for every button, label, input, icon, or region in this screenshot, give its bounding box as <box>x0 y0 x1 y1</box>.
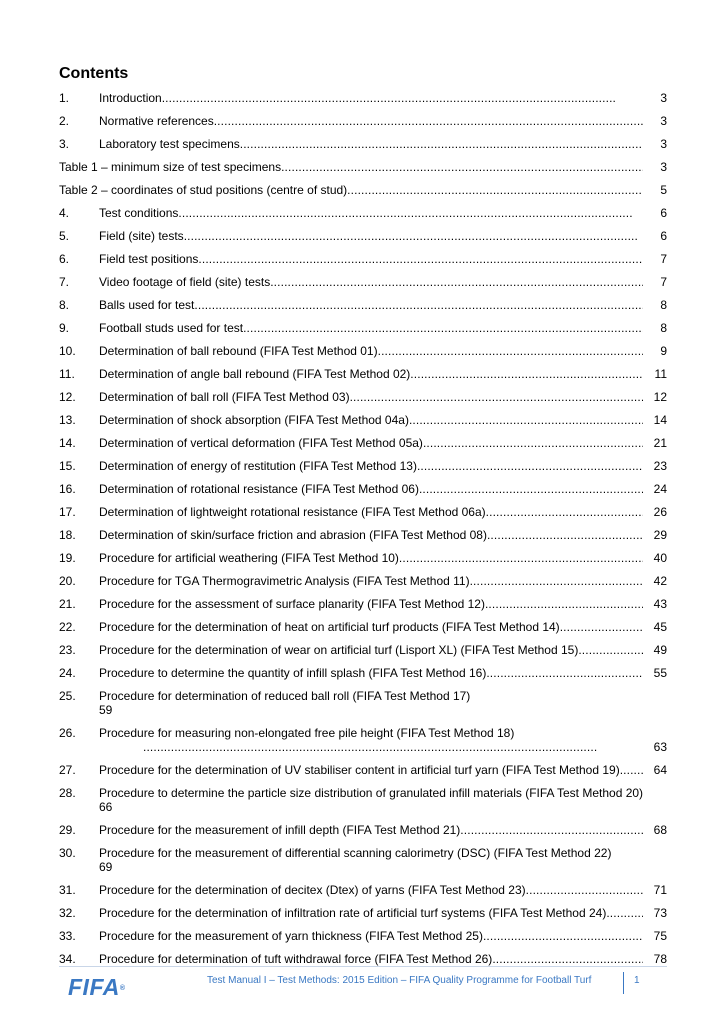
toc-entry-number: 8. <box>59 298 70 312</box>
toc-entry-number: 12. <box>59 390 76 404</box>
toc-entry[interactable] <box>59 111 667 134</box>
toc-entry-page: 40 <box>653 551 667 565</box>
toc-entry[interactable] <box>59 318 667 341</box>
toc-entry-title: Determination of shock absorption (FIFA Test Method 04a) <box>99 413 409 427</box>
toc-entry-title: Table 2 – coordinates of stud positions (centre of stud) <box>59 183 348 197</box>
toc-entry-page: 64 <box>653 763 667 777</box>
toc-entry-number: 34. <box>59 952 76 966</box>
toc-entry-page: 12 <box>653 390 667 404</box>
toc-entry-title: Procedure to determine the quantity of infill splash (FIFA Test Method 16) <box>99 666 487 680</box>
toc-entry-title: Football studs used for test <box>99 321 244 335</box>
toc-entry-number: 30. <box>59 846 76 860</box>
toc-leader-dots <box>492 952 643 966</box>
toc-entry[interactable] <box>59 341 667 364</box>
toc-leader-dots <box>606 906 643 920</box>
toc-leader-dots <box>409 413 643 427</box>
toc-entry-number: 18. <box>59 528 76 542</box>
toc-leader-dots <box>470 574 643 588</box>
toc-entry-number: 17. <box>59 505 76 519</box>
toc-entry-title: Determination of angle ball rebound (FIFA Test Method 02) <box>99 367 411 381</box>
toc-entry-title: Procedure for the determination of decitex (Dtex) of yarns (FIFA Test Method 23) <box>99 883 526 897</box>
toc-leader-dots <box>194 298 643 312</box>
toc-leader-dots <box>347 183 643 197</box>
toc-entry-number: 31. <box>59 883 76 897</box>
toc-entry-page: 26 <box>653 505 667 519</box>
toc-entry-number: 27. <box>59 763 76 777</box>
toc-entry[interactable] <box>59 760 667 783</box>
toc-entry[interactable] <box>59 903 667 926</box>
toc-entry-number: 20. <box>59 574 76 588</box>
toc-entry-title: Balls used for test <box>99 298 195 312</box>
toc-entry-title: Procedure for determination of reduced ball roll (FIFA Test Method 17) <box>99 689 471 703</box>
toc-entry-page: 69 <box>99 860 113 874</box>
toc-entry-number: 19. <box>59 551 76 565</box>
toc-entry[interactable] <box>59 226 667 249</box>
toc-entry-title: Procedure for determination of tuft withdrawal force (FIFA Test Method 26) <box>99 952 493 966</box>
toc-entry-page: 3 <box>660 91 667 105</box>
toc-leader-dots <box>143 740 643 754</box>
toc-entry-title: Video footage of field (site) tests <box>99 275 271 289</box>
toc-entry-page: 71 <box>653 883 667 897</box>
toc-leader-dots <box>460 823 643 837</box>
toc-entry-title: Table 1 – minimum size of test specimens <box>59 160 282 174</box>
toc-entry-page: 45 <box>653 620 667 634</box>
toc-entry-title: Field test positions <box>99 252 199 266</box>
footer-separator <box>623 972 624 994</box>
toc-entry[interactable] <box>59 134 667 157</box>
toc-entry-number: 29. <box>59 823 76 837</box>
toc-entry-number: 9. <box>59 321 70 335</box>
toc-entry-page: 7 <box>660 275 667 289</box>
footer-divider <box>59 966 667 967</box>
toc-entry-page: 9 <box>660 344 667 358</box>
toc-entry-number: 14. <box>59 436 76 450</box>
toc-entry-number: 15. <box>59 459 76 473</box>
toc-entry-page: 8 <box>660 298 667 312</box>
toc-entry-title: Test conditions <box>99 206 179 220</box>
toc-leader-dots <box>423 436 643 450</box>
toc-entry-number: 28. <box>59 786 76 800</box>
toc-entry-page: 14 <box>653 413 667 427</box>
toc-leader-dots <box>487 528 643 542</box>
toc-entry-page: 21 <box>653 436 667 450</box>
toc-leader-dots <box>214 114 643 128</box>
toc-leader-dots <box>399 551 643 565</box>
toc-entry-title: Determination of lightweight rotational resistance (FIFA Test Method 06a) <box>99 505 486 519</box>
toc-entry-title: Procedure to determine the particle size distribution of granulated infill materials (FIFA Test Method 20) <box>99 786 644 800</box>
toc-entry[interactable] <box>59 203 667 226</box>
toc-entry-title: Determination of energy of restitution (FIFA Test Method 13) <box>99 459 417 473</box>
toc-entry-number: 4. <box>59 206 70 220</box>
toc-entry-title: Determination of vertical deformation (FIFA Test Method 05a) <box>99 436 423 450</box>
toc-leader-dots <box>240 137 643 151</box>
toc-entry-page: 8 <box>660 321 667 335</box>
footer-title: Test Manual I – Test Methods: 2015 Edition – FIFA Quality Programme for Football Turf <box>207 975 592 986</box>
toc-leader-dots <box>417 459 643 473</box>
toc-entry[interactable] <box>59 410 667 433</box>
toc-entry-page: 63 <box>653 740 667 754</box>
toc-leader-dots <box>486 505 643 519</box>
toc-entry[interactable] <box>59 640 667 663</box>
toc-leader-dots <box>526 883 643 897</box>
toc-entry-number: 33. <box>59 929 76 943</box>
toc-entry-number: 10. <box>59 344 76 358</box>
toc-entry-title: Determination of skin/surface friction and abrasion (FIFA Test Method 08) <box>99 528 487 542</box>
toc-entry-page: 68 <box>653 823 667 837</box>
toc-entry-title: Procedure for the assessment of surface planarity (FIFA Test Method 12) <box>99 597 485 611</box>
toc-entry-number: 22. <box>59 620 76 634</box>
toc-entry-page: 3 <box>660 137 667 151</box>
toc-entry-page: 6 <box>660 229 667 243</box>
toc-entry[interactable] <box>59 880 667 903</box>
toc-entry-title: Procedure for TGA Thermogravimetric Analysis (FIFA Test Method 11) <box>99 574 470 588</box>
toc-entry-title: Procedure for the measurement of infill depth (FIFA Test Method 21) <box>99 823 461 837</box>
toc-entry-number: 6. <box>59 252 70 266</box>
toc-entry-page: 3 <box>660 114 667 128</box>
toc-entry-title: Procedure for the determination of infiltration rate of artificial turf systems (FIFA Test Method 24) <box>99 906 607 920</box>
toc-leader-dots <box>419 482 643 496</box>
toc-entry-number: 21. <box>59 597 76 611</box>
toc-entry[interactable] <box>59 686 667 723</box>
toc-entry-title: Introduction <box>99 91 162 105</box>
toc-entry-page: 78 <box>653 952 667 966</box>
toc-entry-number: 32. <box>59 906 76 920</box>
toc-entry-number: 11. <box>59 367 75 381</box>
toc-entry[interactable] <box>59 433 667 456</box>
toc-entry-number: 16. <box>59 482 76 496</box>
toc-entry-page: 73 <box>653 906 667 920</box>
toc-entry-page: 43 <box>653 597 667 611</box>
toc-entry-title: Procedure for measuring non-elongated free pile height (FIFA Test Method 18) <box>99 726 515 740</box>
toc-entry[interactable] <box>59 663 667 686</box>
toc-entry-page: 66 <box>99 800 113 814</box>
fifa-logo: FIFA® <box>68 974 126 1000</box>
toc-entry-page: 75 <box>653 929 667 943</box>
toc-entry-page: 29 <box>653 528 667 542</box>
toc-leader-dots <box>378 344 643 358</box>
toc-entry[interactable] <box>59 949 667 972</box>
toc-entry-title: Procedure for artificial weathering (FIFA Test Method 10) <box>99 551 399 565</box>
toc-entry[interactable] <box>59 364 667 387</box>
toc-entry[interactable] <box>59 387 667 410</box>
toc-entry[interactable] <box>59 617 667 640</box>
toc-entry[interactable] <box>59 783 667 820</box>
toc-entry-number: 13. <box>59 413 76 427</box>
toc-entry[interactable] <box>59 926 667 949</box>
toc-entry-number: 7. <box>59 275 70 289</box>
toc-entry-title: Procedure for the determination of heat on artificial turf products (FIFA Test Method 14) <box>99 620 560 634</box>
toc-entry[interactable] <box>59 295 667 318</box>
toc-entry[interactable] <box>59 843 667 880</box>
toc-entry-page: 59 <box>99 703 113 717</box>
toc-entry-number: 3. <box>59 137 70 151</box>
toc-entry-page: 24 <box>653 482 667 496</box>
toc-entry-title: Field (site) tests <box>99 229 184 243</box>
toc-entry-title: Determination of ball rebound (FIFA Test Method 01) <box>99 344 378 358</box>
toc-leader-dots <box>410 367 643 381</box>
toc-leader-dots <box>350 390 643 404</box>
toc-entry-title: Procedure for the determination of wear on artificial turf (Lisport XL) (FIFA Test Method 15) <box>99 643 579 657</box>
toc-entry-title: Procedure for the measurement of yarn thickness (FIFA Test Method 25) <box>99 929 483 943</box>
toc-leader-dots <box>270 275 643 289</box>
toc-leader-dots <box>485 597 643 611</box>
toc-entry-number: 25. <box>59 689 76 703</box>
toc-leader-dots <box>198 252 643 266</box>
toc-entry[interactable] <box>59 548 667 571</box>
toc-leader-dots <box>162 91 643 105</box>
toc-entry-title: Procedure for the determination of UV stabiliser content in artificial turf yarn (FIFA Test Method 19) <box>99 763 620 777</box>
page-number: 1 <box>634 975 640 986</box>
toc-leader-dots <box>243 321 643 335</box>
toc-entry[interactable] <box>59 723 667 760</box>
toc-entry-page: 6 <box>660 206 667 220</box>
toc-entry-title: Determination of ball roll (FIFA Test Method 03) <box>99 390 350 404</box>
toc-entry[interactable] <box>59 249 667 272</box>
toc-leader-dots <box>281 160 643 174</box>
table-of-contents <box>59 88 667 972</box>
toc-entry-title: Laboratory test specimens <box>99 137 240 151</box>
toc-entry-number: 24. <box>59 666 76 680</box>
toc-leader-dots <box>560 620 643 634</box>
toc-entry[interactable] <box>59 157 667 180</box>
toc-leader-dots <box>184 229 643 243</box>
toc-entry-page: 3 <box>660 160 667 174</box>
toc-entry[interactable] <box>59 502 667 525</box>
toc-entry-number: 23. <box>59 643 76 657</box>
toc-entry[interactable] <box>59 820 667 843</box>
toc-entry[interactable] <box>59 571 667 594</box>
toc-leader-dots <box>578 643 643 657</box>
toc-entry-title: Procedure for the measurement of differential scanning calorimetry (DSC) (FIFA Test Method 22) <box>99 846 612 860</box>
toc-entry-number: 1. <box>59 91 70 105</box>
toc-entry-page: 49 <box>653 643 667 657</box>
toc-leader-dots <box>483 929 643 943</box>
toc-entry-page: 5 <box>660 183 667 197</box>
toc-entry-number: 26. <box>59 726 76 740</box>
toc-entry[interactable] <box>59 479 667 502</box>
toc-entry[interactable] <box>59 456 667 479</box>
toc-entry[interactable] <box>59 525 667 548</box>
toc-entry[interactable] <box>59 180 667 203</box>
toc-entry-title: Normative references <box>99 114 214 128</box>
toc-entry-page: 55 <box>653 666 667 680</box>
toc-entry-number: 5. <box>59 229 70 243</box>
toc-entry-number: 2. <box>59 114 70 128</box>
toc-leader-dots <box>486 666 643 680</box>
toc-leader-dots <box>178 206 643 220</box>
toc-entry[interactable] <box>59 594 667 617</box>
toc-entry-page: 11 <box>654 367 667 381</box>
toc-entry[interactable] <box>59 88 667 111</box>
toc-entry-page: 7 <box>660 252 667 266</box>
toc-entry-page: 23 <box>653 459 667 473</box>
toc-entry[interactable] <box>59 272 667 295</box>
toc-entry-title: Determination of rotational resistance (FIFA Test Method 06) <box>99 482 419 496</box>
page-title: Contents <box>59 65 129 82</box>
toc-leader-dots <box>620 763 643 777</box>
toc-entry-page: 42 <box>653 574 667 588</box>
